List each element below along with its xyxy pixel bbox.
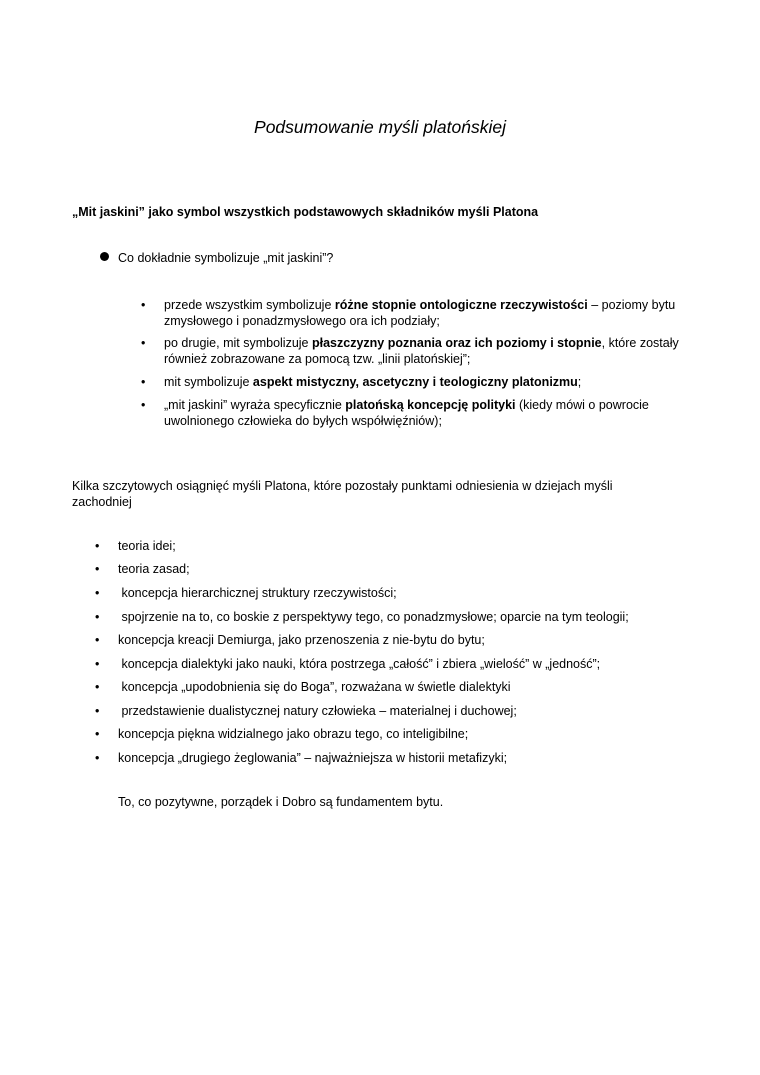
bullet-icon: • — [95, 704, 100, 718]
bullet-icon: • — [141, 298, 146, 312]
achievement-text: przedstawienie dualistycznej natury człowieka – materialnej i duchowej; — [118, 704, 517, 718]
bullet-icon: • — [141, 398, 146, 412]
achievement-text: teoria zasad; — [118, 562, 190, 576]
bullet-icon: • — [141, 336, 146, 350]
symbol-list-item — [141, 397, 701, 429]
achievement-item — [95, 633, 485, 647]
achievement-item — [95, 751, 507, 765]
achievement-item — [95, 727, 468, 741]
bullet-icon: • — [141, 375, 146, 389]
achievement-text: koncepcja piękna widzialnego jako obrazu tego, co inteligibilne; — [118, 727, 469, 741]
bullet-icon: • — [95, 539, 100, 553]
bullet-icon: • — [95, 562, 100, 576]
question-item — [100, 251, 333, 265]
symbol-list-item — [141, 335, 701, 367]
achievement-item — [95, 680, 511, 694]
achievement-text: teoria idei; — [118, 539, 176, 553]
achievement-text: koncepcja kreacji Demiurga, jako przenoszenia z nie-bytu do bytu; — [118, 633, 485, 647]
bullet-icon: • — [95, 633, 100, 647]
item-text: po drugie, mit symbolizuje — [164, 336, 312, 350]
bullet-icon: • — [95, 680, 100, 694]
achievement-item — [95, 704, 517, 718]
item-text: mit symbolizuje — [164, 375, 253, 389]
item-text: – poziomy bytu zmysłowego i ponadzmysłowego ora ich podziały; — [164, 298, 676, 328]
question-text: Co dokładnie symbolizuje „mit jaskini”? — [118, 251, 334, 265]
symbol-list-item — [141, 297, 701, 329]
bullet-dot-icon — [100, 252, 109, 261]
achievement-item — [95, 586, 397, 600]
bullet-icon: • — [95, 586, 100, 600]
item-text: „mit jaskini” wyraża specyficznie — [164, 398, 346, 412]
item-text: (kiedy mówi o powrocie uwolnionego człowieka do byłych współwięźniów); — [164, 398, 649, 428]
achievement-text: koncepcja hierarchicznej struktury rzeczywistości; — [118, 586, 397, 600]
item-bold-text: różne stopnie ontologiczne rzeczywistości — [334, 298, 588, 312]
item-text: przede wszystkim symbolizuje — [164, 298, 335, 312]
item-text: , które zostały również zobrazowane za pomocą tzw. „linii platońskiej”; — [164, 336, 679, 366]
achievement-text: koncepcja dialektyki jako nauki, która postrzega „całość” i zbiera „wielość” w „jedność”; — [118, 657, 601, 671]
bullet-icon: • — [95, 610, 100, 624]
section-heading: „Mit jaskini” jako symbol wszystkich podstawowych składników myśli Platona — [72, 205, 539, 219]
item-text: ; — [577, 375, 582, 389]
achievement-text: spojrzenie na to, co boskie z perspektywy tego, co ponadzmysłowe; oparcie na tym teologii; — [118, 610, 629, 624]
item-bold-text: aspekt mistyczny, ascetyczny i teologiczny platonizmu — [252, 375, 578, 389]
achievement-item — [95, 562, 190, 576]
bullet-icon: • — [95, 657, 100, 671]
symbol-list-item — [141, 374, 701, 390]
closing-sentence: To, co pozytywne, porządek i Dobro są fundamentem bytu. — [118, 795, 444, 809]
achievement-item — [95, 657, 600, 671]
page-title: Podsumowanie myśli platońskiej — [254, 117, 506, 137]
achievement-text: koncepcja „drugiego żeglowania” – najważniejsza w historii metafizyki; — [118, 751, 508, 765]
achievement-item — [95, 610, 629, 624]
item-bold-text: platońską koncepcję polityki — [345, 398, 516, 412]
achievement-text: koncepcja „upodobnienia się do Boga”, rozważana w świetle dialektyki — [118, 680, 511, 694]
bullet-icon: • — [95, 727, 100, 741]
item-bold-text: płaszczyzny poznania oraz ich poziomy i stopnie — [311, 336, 602, 350]
intro-paragraph: Kilka szczytowych osiągnięć myśli Platona, które pozostały punktami odniesienia w dziejach myśli zachodniej — [72, 479, 613, 509]
achievement-item — [95, 539, 176, 553]
bullet-icon: • — [95, 751, 100, 765]
